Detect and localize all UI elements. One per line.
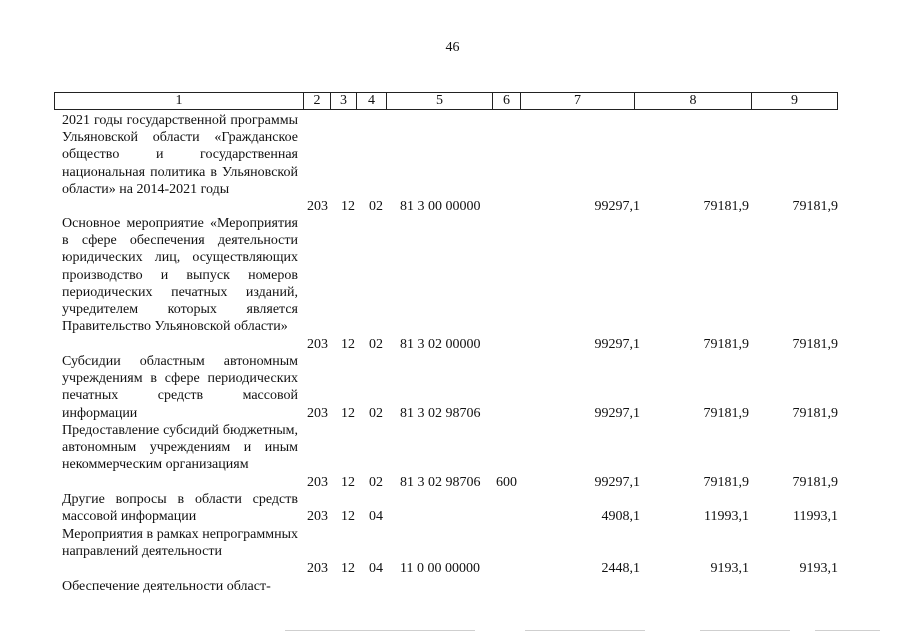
cell-col-7: 99297,1 [594, 337, 640, 352]
cell-col-3: 12 [341, 406, 355, 421]
cell-col-7: 4908,1 [601, 509, 640, 524]
cell-col-2: 203 [307, 406, 328, 421]
cell-col-4: 04 [369, 561, 383, 576]
scan-artifact [525, 630, 645, 631]
cell-col-4: 02 [369, 406, 383, 421]
cell-col-3: 12 [341, 337, 355, 352]
row-description: Обеспечение деятельности област- [62, 579, 271, 594]
header-col-1: 1 [55, 93, 304, 109]
cell-col-8: 11993,1 [704, 509, 749, 524]
page-number: 46 [445, 40, 460, 55]
cell-col-6: 600 [496, 475, 517, 490]
cell-col-2: 203 [307, 561, 328, 576]
header-col-4: 4 [357, 93, 387, 109]
cell-col-9: 79181,9 [792, 199, 838, 214]
header-col-5: 5 [387, 93, 493, 109]
header-col-6: 6 [493, 93, 521, 109]
scan-artifact [285, 630, 475, 631]
cell-col-9: 79181,9 [792, 406, 838, 421]
cell-col-2: 203 [307, 509, 328, 524]
cell-col-2: 203 [307, 475, 328, 490]
cell-col-9: 79181,9 [792, 337, 838, 352]
cell-col-5: 81 3 00 00000 [400, 199, 481, 214]
row-description: Основное мероприятие «Мероприятия в сфере обеспечения деятельности юридических лиц, осуществляющих производство и выпуск номеров периодических печатных изданий, учредителем которых является Правительство Ульяновской области» [62, 216, 298, 335]
row-description: Предоставление субсидий бюджетным, автономным учреждениям и иным некоммерческим организациям [62, 423, 298, 473]
cell-col-5: 81 3 02 98706 [400, 406, 481, 421]
cell-col-7: 99297,1 [594, 406, 640, 421]
cell-col-7: 2448,1 [601, 561, 640, 576]
cell-col-3: 12 [341, 475, 355, 490]
cell-col-2: 203 [307, 199, 328, 214]
cell-col-5: 11 0 00 00000 [400, 561, 480, 576]
table-header [54, 92, 838, 110]
cell-col-8: 79181,9 [703, 406, 749, 421]
header-col-3: 3 [331, 93, 357, 109]
header-col-7: 7 [521, 93, 635, 109]
row-description: Субсидии областным автономным учреждениям в сфере периодических печатных средств массовой информации [62, 354, 298, 421]
cell-col-7: 99297,1 [594, 199, 640, 214]
cell-col-7: 99297,1 [594, 475, 640, 490]
header-col-2: 2 [304, 93, 331, 109]
cell-col-9: 79181,9 [792, 475, 838, 490]
cell-col-5: 81 3 02 98706 [400, 475, 481, 490]
cell-col-8: 79181,9 [703, 199, 749, 214]
cell-col-3: 12 [341, 509, 355, 524]
cell-col-9: 11993,1 [793, 509, 838, 524]
cell-col-2: 203 [307, 337, 328, 352]
row-description: Мероприятия в рамках непрограммных направлений деятельности [62, 527, 298, 560]
scan-artifact [700, 630, 790, 631]
header-col-9: 9 [791, 93, 798, 108]
row-description: 2021 годы государственной программы Ульяновской области «Гражданское общество и государственная национальная политика в Ульяновской области» на 2014-2021 годы [62, 113, 298, 197]
cell-col-3: 12 [341, 199, 355, 214]
cell-col-4: 04 [369, 509, 383, 524]
cell-col-4: 02 [369, 475, 383, 490]
row-description: Другие вопросы в области средств массовой информации [62, 492, 298, 525]
cell-col-8: 79181,9 [703, 337, 749, 352]
cell-col-4: 02 [369, 199, 383, 214]
cell-col-4: 02 [369, 337, 383, 352]
cell-col-9: 9193,1 [799, 561, 838, 576]
cell-col-5: 81 3 02 00000 [400, 337, 481, 352]
cell-col-8: 9193,1 [710, 561, 749, 576]
cell-col-8: 79181,9 [703, 475, 749, 490]
scan-artifact [815, 630, 880, 631]
header-col-8: 8 [635, 93, 752, 109]
cell-col-3: 12 [341, 561, 355, 576]
